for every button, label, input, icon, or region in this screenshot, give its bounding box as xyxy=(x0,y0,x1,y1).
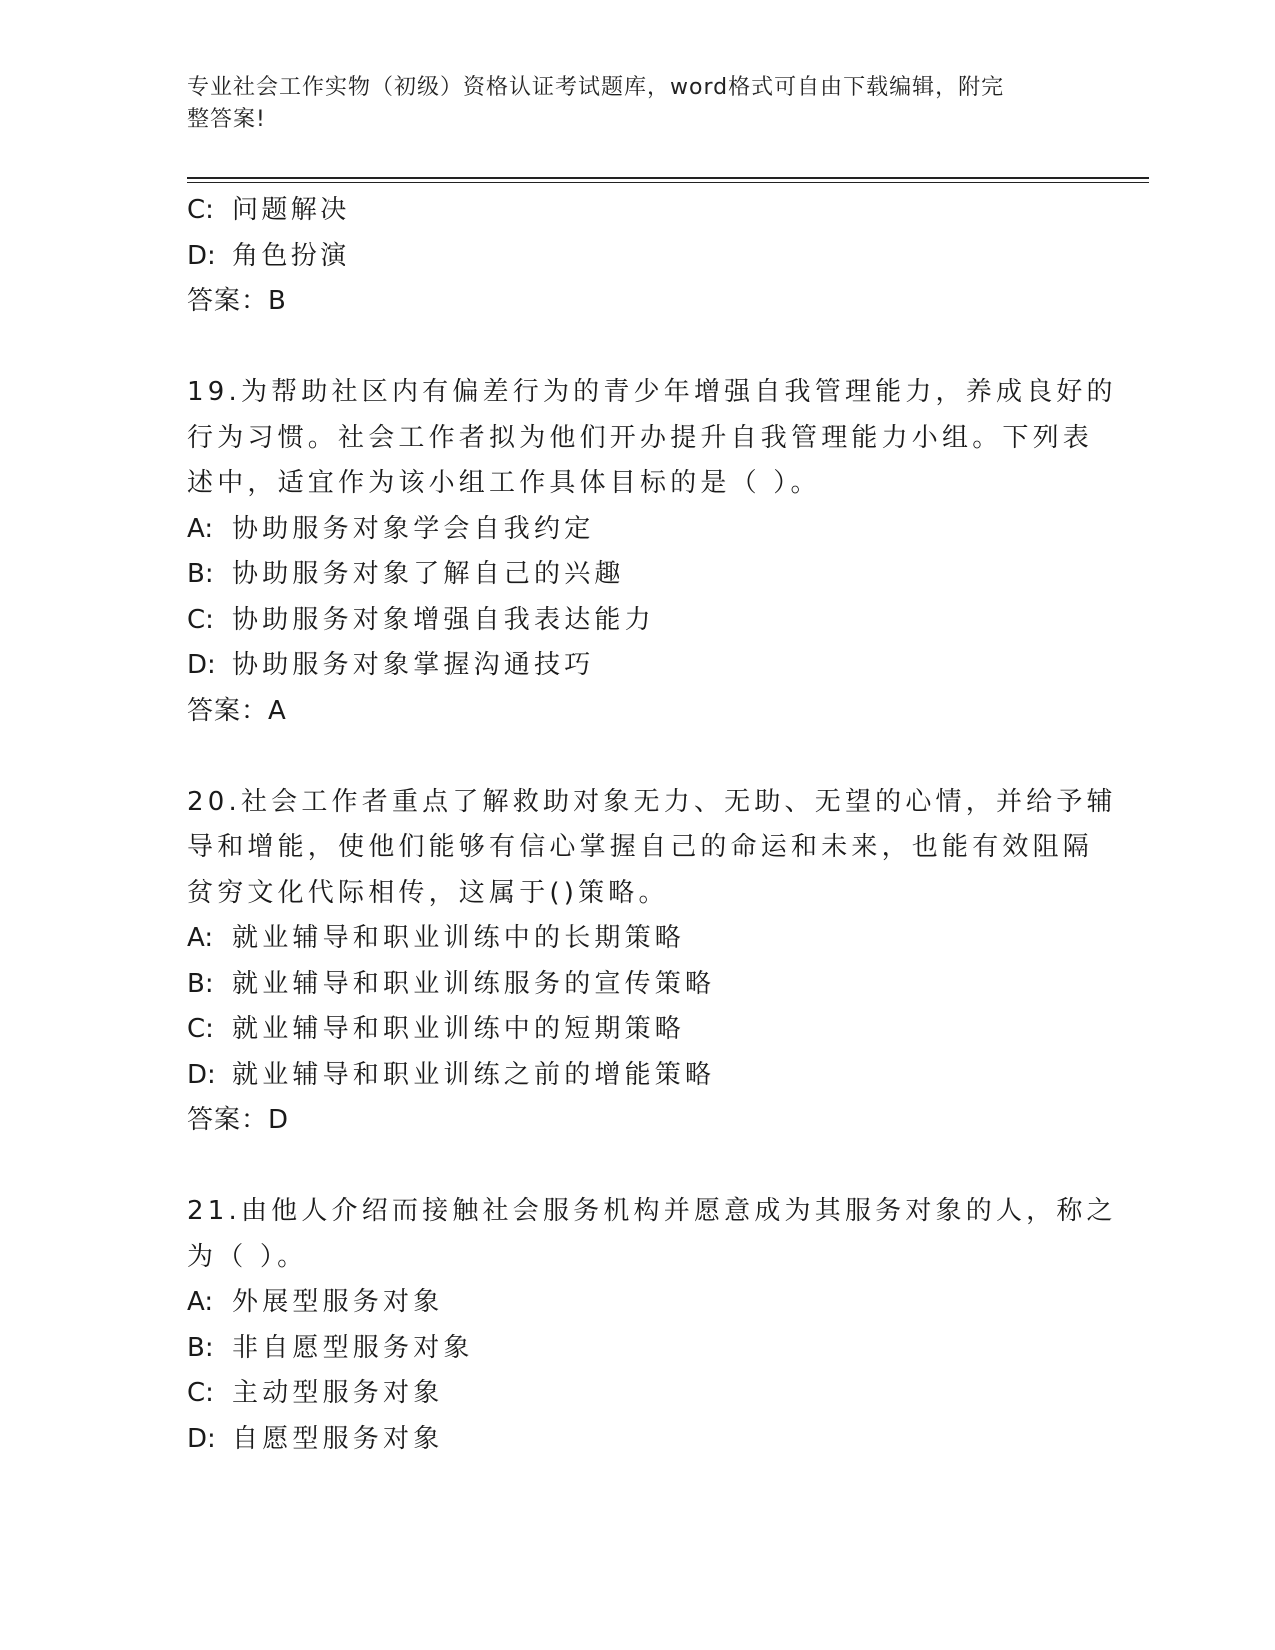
option-b: B: 协助服务对象了解自己的兴趣 xyxy=(187,559,625,589)
question-stem-line: 行为习惯。社会工作者拟为他们开办提升自我管理能力小组。下列表 xyxy=(187,422,1094,453)
spacer xyxy=(187,734,1087,780)
option-c: C: 就业辅导和职业训练中的短期策略 xyxy=(187,1014,686,1044)
option-c: C: 协助服务对象增强自我表达能力 xyxy=(187,604,655,635)
question-20 xyxy=(187,780,1117,1144)
question-stem-line: 贫穷文化代际相传，这属于()策略。 xyxy=(187,877,669,908)
option-b: B: 就业辅导和职业训练服务的宣传策略 xyxy=(187,968,716,999)
question-stem-line: 述中，适宜作为该小组工作具体目标的是（ ）。 xyxy=(187,468,821,498)
question-stem-line: 20.社会工作者重点了解救助对象无力、无助、无望的心情，并给予辅 xyxy=(187,786,1117,817)
header-line-1: 专业社会工作实物（初级）资格认证考试题库，word格式可自由下载编辑，附完 xyxy=(187,75,1005,100)
answer-line: 答案：A xyxy=(187,695,287,726)
option-c: C: 问题解决 xyxy=(187,195,350,225)
option-a: A: 外展型服务对象 xyxy=(187,1287,444,1317)
header-rule-thin xyxy=(187,182,1149,183)
header-rule-thick xyxy=(187,177,1149,179)
option-a: A: 协助服务对象学会自我约定 xyxy=(187,513,595,544)
answer-line: 答案：D xyxy=(187,1105,290,1135)
question-stem-line: 为（ ）。 xyxy=(187,1241,308,1272)
prev-question-block xyxy=(187,188,1087,325)
option-d: D: 协助服务对象掌握沟通技巧 xyxy=(187,650,595,680)
header-line-2: 整答案! xyxy=(187,107,266,132)
option-c: C: 主动型服务对象 xyxy=(187,1378,444,1408)
option-d: D: 角色扮演 xyxy=(187,240,350,271)
question-stem-line: 导和增能，使他们能够有信心掌握自己的命运和未来，也能有效阻隔 xyxy=(187,832,1094,862)
question-stem-line: 19.为帮助社区内有偏差行为的青少年增强自我管理能力，养成良好的 xyxy=(187,377,1117,407)
question-stem-line: 21.由他人介绍而接触社会服务机构并愿意成为其服务对象的人，称之 xyxy=(187,1196,1117,1226)
spacer xyxy=(187,1144,1087,1190)
question-19 xyxy=(187,370,1117,734)
option-d: D: 就业辅导和职业训练之前的增能策略 xyxy=(187,1059,716,1090)
page-header xyxy=(187,72,1067,136)
question-content xyxy=(187,188,1117,1462)
question-21 xyxy=(187,1189,1117,1462)
answer-line: 答案：B xyxy=(187,286,287,316)
option-b: B: 非自愿型服务对象 xyxy=(187,1332,474,1363)
option-d: D: 自愿型服务对象 xyxy=(187,1423,444,1454)
option-a: A: 就业辅导和职业训练中的长期策略 xyxy=(187,923,686,953)
spacer xyxy=(187,325,1087,371)
